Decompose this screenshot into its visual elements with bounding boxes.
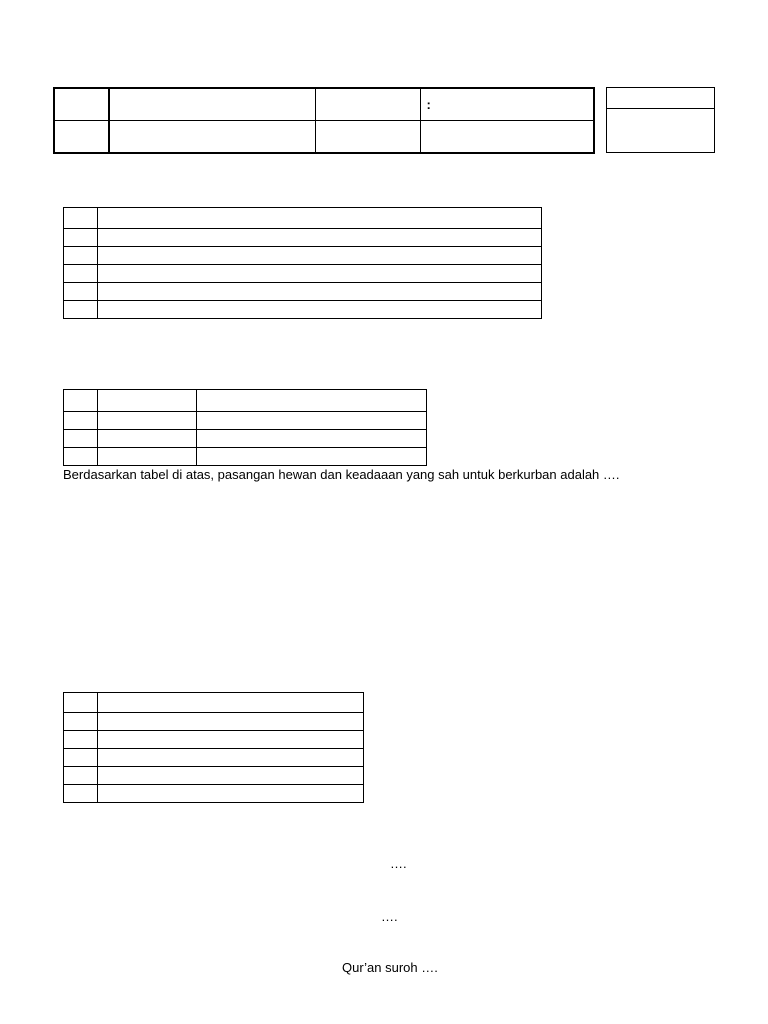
animal-condition-table	[63, 389, 427, 466]
statement-table-1	[63, 207, 542, 319]
number-cell	[64, 265, 98, 283]
number-cell	[64, 247, 98, 265]
number-cell	[64, 785, 98, 803]
animal-cell	[98, 412, 197, 430]
number-cell	[64, 283, 98, 301]
statement-cell	[98, 247, 542, 265]
number-cell	[64, 713, 98, 731]
header-cell	[54, 88, 109, 120]
number-cell	[64, 731, 98, 749]
statement-cell	[98, 749, 364, 767]
number-cell	[64, 301, 98, 319]
animal-cell	[98, 430, 197, 448]
statement-cell	[98, 767, 364, 785]
number-cell	[64, 412, 98, 430]
statement-cell	[98, 301, 542, 319]
number-cell	[64, 448, 98, 466]
statement-cell	[98, 713, 364, 731]
statement-table-2	[63, 692, 364, 803]
header-cell	[315, 120, 420, 153]
header-identity-table	[53, 87, 595, 154]
score-box	[606, 87, 715, 153]
animal-cell	[98, 390, 197, 412]
score-label-cell	[607, 88, 715, 109]
blank-ellipsis-2: ….	[381, 909, 398, 924]
question-stem: Berdasarkan tabel di atas, pasangan hewan dan keadaaan yang sah untuk berkurban adalah ….	[63, 467, 620, 482]
statement-cell	[98, 693, 364, 713]
number-cell	[64, 208, 98, 229]
statement-cell	[98, 731, 364, 749]
statement-cell	[98, 265, 542, 283]
number-cell	[64, 390, 98, 412]
statement-cell	[98, 283, 542, 301]
condition-cell	[197, 430, 427, 448]
animal-cell	[98, 448, 197, 466]
condition-cell	[197, 390, 427, 412]
header-cell	[315, 88, 420, 120]
number-cell	[64, 767, 98, 785]
header-cell	[109, 88, 315, 120]
statement-cell	[98, 229, 542, 247]
blank-ellipsis-1: ….	[390, 856, 407, 871]
header-cell	[420, 120, 594, 153]
header-cell	[54, 120, 109, 153]
number-cell	[64, 693, 98, 713]
number-cell	[64, 229, 98, 247]
quran-question: Qur’an suroh ….	[342, 960, 438, 975]
number-cell	[64, 749, 98, 767]
statement-cell	[98, 208, 542, 229]
header-cell	[109, 120, 315, 153]
number-cell	[64, 430, 98, 448]
score-value-cell	[607, 109, 715, 153]
condition-cell	[197, 448, 427, 466]
header-colon: :	[420, 88, 594, 120]
condition-cell	[197, 412, 427, 430]
statement-cell	[98, 785, 364, 803]
